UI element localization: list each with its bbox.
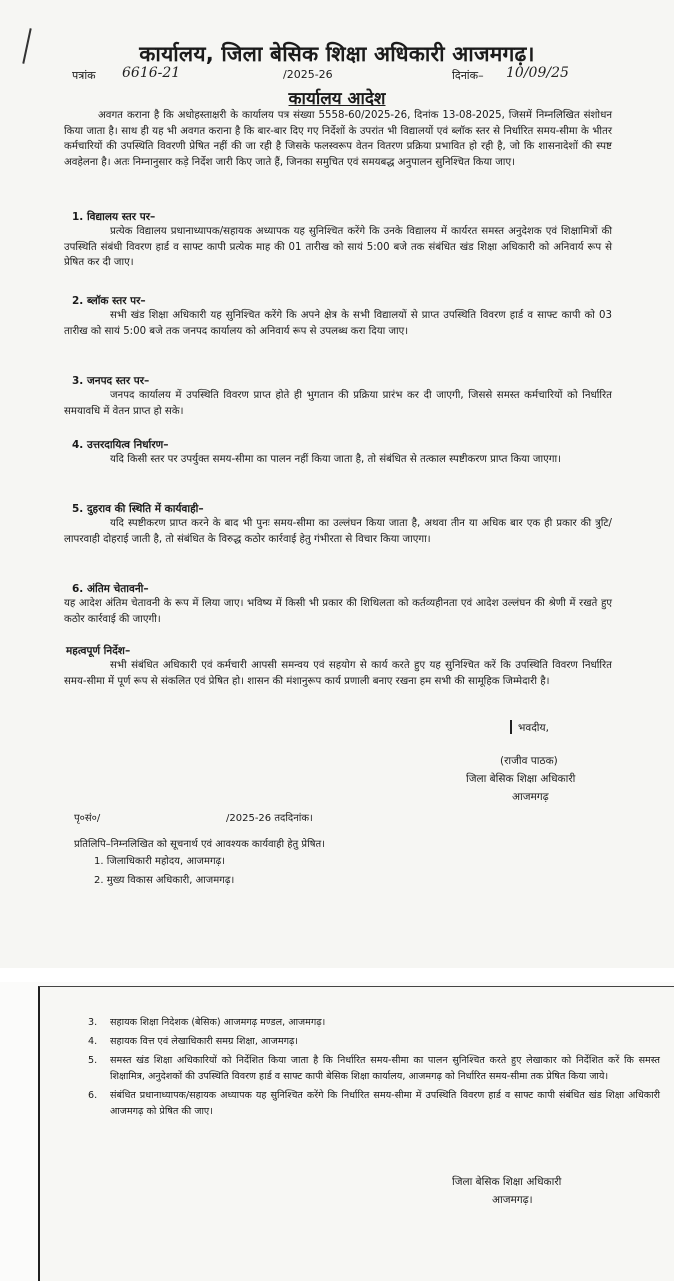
- endorsement-copy-line: प्रतिलिपि–निम्नलिखित को सूचनार्थ एवं आवश्यक कार्यवाही हेतु प्रेषित।: [74, 839, 325, 850]
- page2-designation: जिला बेसिक शिक्षा अधिकारी: [452, 1176, 562, 1188]
- page-gap: [0, 968, 674, 982]
- signature-name: (राजीव पाठक): [500, 755, 558, 767]
- section-3-body: जनपद कार्यालय में उपस्थिति विवरण प्राप्त होते ही भुगतान की प्रक्रिया प्रारंभ कर दी जाएगी, जिससे समस्त कर्मचारियों को निर्धारित समयावधि में वेतन प्राप्त हो सके।: [64, 390, 612, 417]
- signature-designation: जिला बेसिक शिक्षा अधिकारी: [466, 773, 576, 785]
- patrank-label: पत्रांक: [72, 69, 96, 82]
- list-item: 1. जिलाधिकारी महोदय, आजमगढ़।: [94, 856, 226, 867]
- important-body: सभी संबंधित अधिकारी एवं कर्मचारी आपसी समन्वय एवं सहयोग से कार्य करते हुए यह सुनिश्चित करें कि उपस्थिति विवरण निर्धारित समय-सीमा में पूर्ण रूप से संकलित एवं प्रेषित हो। शासन की मंशानुरूप कार्य प्रणाली बनाए रखना हम सभी की सामूहिक जिम्मेदारी है।: [64, 660, 612, 687]
- section-3-heading: 3. जनपद स्तर पर–: [72, 375, 150, 387]
- date-label: दिनांक–: [452, 69, 484, 82]
- endorsement-list: [94, 852, 234, 890]
- list-item: 4. सहायक वित्त एवं लेखाधिकारी समग्र शिक्षा, आजमगढ़।: [88, 1036, 299, 1047]
- patrank-year: /2025-26: [283, 68, 333, 81]
- section-4-body: यदि किसी स्तर पर उपर्युक्त समय-सीमा का पालन नहीं किया जाता है, तो संबंधित से तत्काल स्पष्टीकरण प्राप्त किया जाएगा।: [110, 454, 561, 465]
- list-item: 6. संबंधित प्रधानाध्यापक/सहायक अध्यापक यह सुनिश्चित करेंगे कि निर्धारित समय-सीमा में उपस्थिति विवरण हार्ड व साफ्ट कापी संबंधित खंड शिक्षा अधिकारी आजमगढ़ को प्रेषित की जाए।: [88, 1090, 660, 1117]
- list-item: 5. समस्त खंड शिक्षा अधिकारियों को निर्देशित किया जाता है कि निर्धारित समय-सीमा का पालन सुनिश्चित करते हुए लेखाकार को निर्देशित करें कि समस्त शिक्षामित्र, अनुदेशकों की उपस्थिति विवरण हार्ड व साफ्ट कापी बेसिक शिक्षा कार्यालय, आजमगढ़ को निर्धारित समय-सीमा तक प्रेषित किया जाये।: [88, 1055, 660, 1082]
- list-item: 2. मुख्य विकास अधिकारी, आजमगढ़।: [94, 875, 235, 886]
- section-1-heading: 1. विद्यालय स्तर पर–: [72, 211, 156, 223]
- endorsement-ref: पृ०सं०/: [74, 813, 101, 824]
- section-1-body: प्रत्येक विद्यालय प्रधानाध्यापक/सहायक अध्यापक यह सुनिश्चित करेंगे कि उनके विद्यालय में कार्यरत समस्त अनुदेशक एवं शिक्षामित्रों की उपस्थिति संबंधी विवरण हार्ड व साफ्ट कापी प्रत्येक माह की 01 तारीख को सायं 5:00 बजे तक संबंधित खंड शिक्षा अधिकारी को अनिवार्य रूप से प्रेषित कर दी जाए।: [64, 226, 612, 269]
- section-6-heading: 6. अंतिम चेतावनी–: [72, 583, 149, 595]
- page2-place: आजमगढ़।: [492, 1194, 533, 1206]
- section-6-body: यह आदेश अंतिम चेतावनी के रूप में लिया जाए। भविष्य में किसी भी प्रकार की शिथिलता को कर्तव्यहीनता एवं आदेश उल्लंघन की श्रेणी में रखते हुए कठोर कार्रवाई की जाएगी।: [64, 598, 612, 625]
- signature-closing: भवदीय,: [518, 722, 549, 734]
- intro-paragraph: अवगत कराना है कि अधोहस्ताक्षरी के कार्यालय पत्र संख्या 5558-60/2025-26, दिनांक 13-08-2025, जिसमें निम्नलिखित संशोधन किया जाता है। साथ ही यह भी अवगत कराना है कि बार-बार दिए गए निर्देशों के उपरांत भी विद्यालयों एवं ब्लॉक स्तर से निर्धारित समय-सीमा के भीतर कर्मचारियों की उपस्थिति विवरणी प्रेषित नहीं की जा रही है जिसके फलस्वरूप वेतन वितरण प्रक्रिया प्रभावित हो रही है, जो कि शासनादेशों की स्पष्ट अवहेलना है। अतः निम्नानुसार कड़े निर्देश जारी किए जाते हैं, जिनका समुचित एवं समयबद्ध अनुपालन सुनिश्चित किया जाए।: [64, 110, 612, 168]
- document-page-2: [38, 986, 674, 1281]
- endorsement-ref-year: /2025-26 तददिनांक।: [226, 813, 313, 824]
- section-5-heading: 5. दुहराव की स्थिति में कार्यवाही–: [72, 503, 204, 515]
- order-heading: कार्यालय आदेश: [288, 89, 386, 109]
- section-2-heading: 2. ब्लॉक स्तर पर–: [72, 295, 146, 307]
- list-item: 3. सहायक शिक्षा निदेशक (बेसिक) आजमगढ़ मण्डल, आजमगढ़।: [88, 1017, 326, 1028]
- signature-place: आजमगढ़: [512, 791, 549, 803]
- patrank-number: 6616-21: [122, 65, 181, 81]
- date-value: 10/09/25: [506, 65, 569, 81]
- office-title: कार्यालय, जिला बेसिक शिक्षा अधिकारी आजमगढ़।: [139, 42, 535, 66]
- section-5-body: यदि स्पष्टीकरण प्राप्त करने के बाद भी पुनः समय-सीमा का उल्लंघन किया जाता है, अथवा तीन या अधिक बार एक ही प्रकार की त्रुटि/लापरवाही दोहराई जाती है, तो संबंधित के विरुद्ध कठोर कार्रवाई हेतु गंभीरता से विचार किया जाएगा।: [64, 518, 612, 545]
- important-heading: महत्वपूर्ण निर्देश–: [66, 645, 131, 657]
- endorsement-list-continued: [88, 1015, 660, 1123]
- section-2-body: सभी खंड शिक्षा अधिकारी यह सुनिश्चित करेंगे कि अपने क्षेत्र के सभी विद्यालयों से प्राप्त उपस्थिति विवरण हार्ड व साफ्ट कापी को 03 तारीख को सायं 5:00 बजे तक जनपद कार्यालय को अनिवार्य रूप से उपलब्ध करा दिया जाए।: [64, 310, 612, 337]
- section-4-heading: 4. उत्तरदायित्व निर्धारण–: [72, 439, 169, 451]
